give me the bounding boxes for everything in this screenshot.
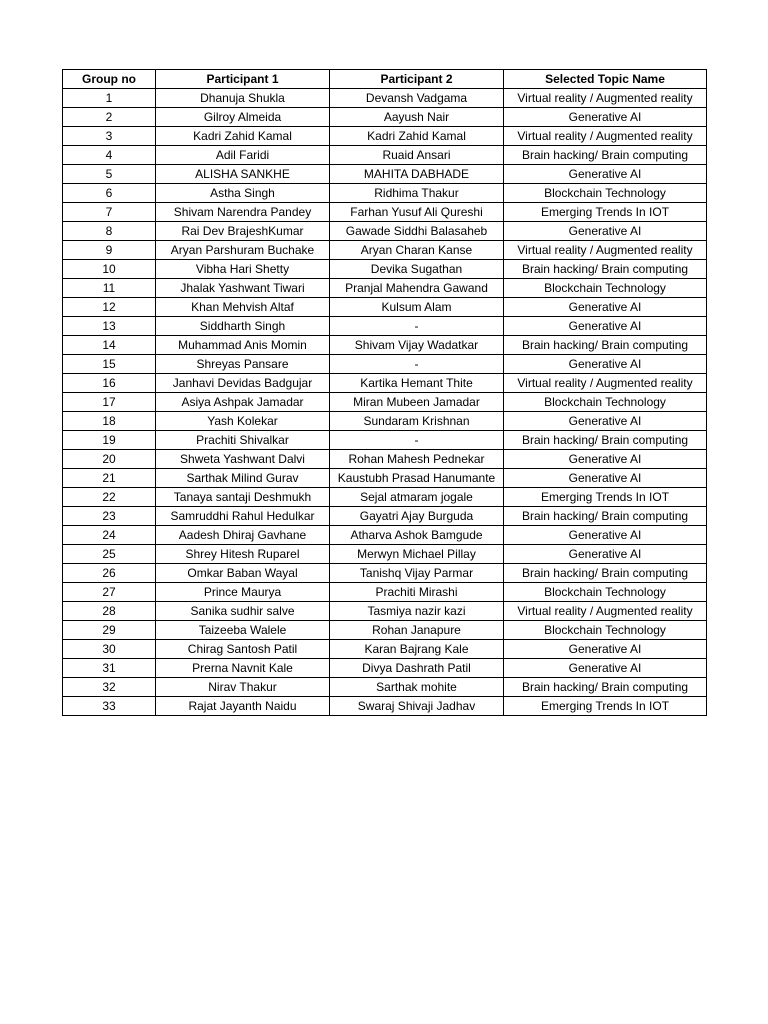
table-row xyxy=(63,89,707,108)
cell-participant-1: Taizeeba Walele xyxy=(156,621,330,640)
cell-topic-name: Generative AI xyxy=(504,317,707,336)
table-row xyxy=(63,146,707,165)
cell-topic-name: Brain hacking/ Brain computing xyxy=(504,146,707,165)
cell-participant-1: Gilroy Almeida xyxy=(156,108,330,127)
cell-participant-2: Prachiti Mirashi xyxy=(330,583,504,602)
cell-group-no: 17 xyxy=(63,393,156,412)
cell-topic-name: Blockchain Technology xyxy=(504,184,707,203)
table-row xyxy=(63,241,707,260)
table-row xyxy=(63,602,707,621)
cell-participant-2: Rohan Mahesh Pednekar xyxy=(330,450,504,469)
cell-group-no: 26 xyxy=(63,564,156,583)
table-row xyxy=(63,526,707,545)
cell-participant-2: Shivam Vijay Wadatkar xyxy=(330,336,504,355)
table-row xyxy=(63,165,707,184)
cell-participant-1: Janhavi Devidas Badgujar xyxy=(156,374,330,393)
group-topic-table xyxy=(62,69,707,716)
table-row xyxy=(63,697,707,716)
cell-participant-2: Sundaram Krishnan xyxy=(330,412,504,431)
table-row xyxy=(63,298,707,317)
cell-group-no: 27 xyxy=(63,583,156,602)
cell-participant-2: Ridhima Thakur xyxy=(330,184,504,203)
header-participant-2: Participant 2 xyxy=(330,70,504,89)
cell-participant-2: Kadri Zahid Kamal xyxy=(330,127,504,146)
cell-group-no: 10 xyxy=(63,260,156,279)
cell-participant-1: Kadri Zahid Kamal xyxy=(156,127,330,146)
table-row xyxy=(63,545,707,564)
cell-topic-name: Emerging Trends In IOT xyxy=(504,488,707,507)
cell-participant-2: Tanishq Vijay Parmar xyxy=(330,564,504,583)
cell-group-no: 5 xyxy=(63,165,156,184)
table-row xyxy=(63,222,707,241)
cell-participant-2: Gayatri Ajay Burguda xyxy=(330,507,504,526)
table-row xyxy=(63,317,707,336)
cell-participant-1: Sarthak Milind Gurav xyxy=(156,469,330,488)
cell-participant-1: Chirag Santosh Patil xyxy=(156,640,330,659)
cell-topic-name: Generative AI xyxy=(504,526,707,545)
header-topic-name: Selected Topic Name xyxy=(504,70,707,89)
cell-participant-2: Rohan Janapure xyxy=(330,621,504,640)
table-row xyxy=(63,659,707,678)
table-header xyxy=(63,70,707,89)
table-row xyxy=(63,678,707,697)
cell-participant-2: Miran Mubeen Jamadar xyxy=(330,393,504,412)
cell-participant-2: Swaraj Shivaji Jadhav xyxy=(330,697,504,716)
cell-participant-2: Pranjal Mahendra Gawand xyxy=(330,279,504,298)
cell-participant-1: ALISHA SANKHE xyxy=(156,165,330,184)
cell-group-no: 20 xyxy=(63,450,156,469)
table-row xyxy=(63,450,707,469)
table-row xyxy=(63,108,707,127)
cell-participant-2: Farhan Yusuf Ali Qureshi xyxy=(330,203,504,222)
cell-group-no: 15 xyxy=(63,355,156,374)
cell-topic-name: Generative AI xyxy=(504,298,707,317)
cell-group-no: 19 xyxy=(63,431,156,450)
document-page xyxy=(62,69,707,716)
table-row xyxy=(63,355,707,374)
cell-participant-2: Aayush Nair xyxy=(330,108,504,127)
cell-participant-1: Rajat Jayanth Naidu xyxy=(156,697,330,716)
table-row xyxy=(63,203,707,222)
cell-topic-name: Brain hacking/ Brain computing xyxy=(504,564,707,583)
table-row xyxy=(63,336,707,355)
cell-participant-1: Siddharth Singh xyxy=(156,317,330,336)
cell-topic-name: Generative AI xyxy=(504,165,707,184)
cell-participant-2: Devansh Vadgama xyxy=(330,89,504,108)
cell-participant-1: Adil Faridi xyxy=(156,146,330,165)
cell-participant-2: Tasmiya nazir kazi xyxy=(330,602,504,621)
cell-participant-2: Devika Sugathan xyxy=(330,260,504,279)
cell-topic-name: Generative AI xyxy=(504,222,707,241)
cell-topic-name: Generative AI xyxy=(504,640,707,659)
cell-group-no: 31 xyxy=(63,659,156,678)
cell-participant-1: Shivam Narendra Pandey xyxy=(156,203,330,222)
table-row xyxy=(63,488,707,507)
cell-group-no: 21 xyxy=(63,469,156,488)
cell-participant-2: Ruaid Ansari xyxy=(330,146,504,165)
cell-topic-name: Brain hacking/ Brain computing xyxy=(504,678,707,697)
cell-topic-name: Brain hacking/ Brain computing xyxy=(504,431,707,450)
cell-group-no: 24 xyxy=(63,526,156,545)
cell-group-no: 16 xyxy=(63,374,156,393)
cell-topic-name: Virtual reality / Augmented reality xyxy=(504,89,707,108)
cell-topic-name: Generative AI xyxy=(504,108,707,127)
cell-participant-2: - xyxy=(330,317,504,336)
cell-participant-1: Aadesh Dhiraj Gavhane xyxy=(156,526,330,545)
cell-topic-name: Blockchain Technology xyxy=(504,279,707,298)
cell-participant-1: Sanika sudhir salve xyxy=(156,602,330,621)
cell-group-no: 7 xyxy=(63,203,156,222)
cell-participant-1: Tanaya santaji Deshmukh xyxy=(156,488,330,507)
table-row xyxy=(63,412,707,431)
cell-group-no: 12 xyxy=(63,298,156,317)
cell-group-no: 4 xyxy=(63,146,156,165)
cell-participant-1: Khan Mehvish Altaf xyxy=(156,298,330,317)
cell-participant-1: Vibha Hari Shetty xyxy=(156,260,330,279)
cell-participant-2: Sejal atmaram jogale xyxy=(330,488,504,507)
cell-participant-2: MAHITA DABHADE xyxy=(330,165,504,184)
cell-participant-1: Shrey Hitesh Ruparel xyxy=(156,545,330,564)
table-row xyxy=(63,184,707,203)
cell-group-no: 29 xyxy=(63,621,156,640)
cell-participant-2: Merwyn Michael Pillay xyxy=(330,545,504,564)
table-row xyxy=(63,431,707,450)
header-row xyxy=(63,70,707,89)
table-row xyxy=(63,583,707,602)
cell-participant-1: Prachiti Shivalkar xyxy=(156,431,330,450)
cell-participant-1: Shreyas Pansare xyxy=(156,355,330,374)
cell-participant-1: Omkar Baban Wayal xyxy=(156,564,330,583)
cell-topic-name: Generative AI xyxy=(504,545,707,564)
cell-topic-name: Generative AI xyxy=(504,450,707,469)
cell-participant-1: Yash Kolekar xyxy=(156,412,330,431)
cell-group-no: 25 xyxy=(63,545,156,564)
cell-group-no: 2 xyxy=(63,108,156,127)
table-body xyxy=(63,89,707,716)
cell-group-no: 9 xyxy=(63,241,156,260)
table-row xyxy=(63,374,707,393)
cell-participant-1: Rai Dev BrajeshKumar xyxy=(156,222,330,241)
cell-group-no: 18 xyxy=(63,412,156,431)
cell-group-no: 14 xyxy=(63,336,156,355)
cell-topic-name: Generative AI xyxy=(504,469,707,488)
cell-group-no: 1 xyxy=(63,89,156,108)
cell-topic-name: Blockchain Technology xyxy=(504,393,707,412)
cell-participant-1: Astha Singh xyxy=(156,184,330,203)
cell-participant-2: Gawade Siddhi Balasaheb xyxy=(330,222,504,241)
cell-topic-name: Brain hacking/ Brain computing xyxy=(504,507,707,526)
cell-participant-1: Nirav Thakur xyxy=(156,678,330,697)
cell-group-no: 23 xyxy=(63,507,156,526)
cell-topic-name: Brain hacking/ Brain computing xyxy=(504,260,707,279)
cell-participant-1: Dhanuja Shukla xyxy=(156,89,330,108)
cell-participant-2: Atharva Ashok Bamgude xyxy=(330,526,504,545)
cell-group-no: 33 xyxy=(63,697,156,716)
table-row xyxy=(63,640,707,659)
table-row xyxy=(63,564,707,583)
cell-group-no: 13 xyxy=(63,317,156,336)
cell-topic-name: Blockchain Technology xyxy=(504,621,707,640)
cell-topic-name: Virtual reality / Augmented reality xyxy=(504,374,707,393)
cell-participant-2: Karan Bajrang Kale xyxy=(330,640,504,659)
cell-participant-2: - xyxy=(330,355,504,374)
cell-group-no: 3 xyxy=(63,127,156,146)
cell-participant-1: Prerna Navnit Kale xyxy=(156,659,330,678)
cell-topic-name: Brain hacking/ Brain computing xyxy=(504,336,707,355)
cell-topic-name: Generative AI xyxy=(504,412,707,431)
cell-participant-1: Asiya Ashpak Jamadar xyxy=(156,393,330,412)
cell-topic-name: Virtual reality / Augmented reality xyxy=(504,602,707,621)
cell-participant-2: Kaustubh Prasad Hanumante xyxy=(330,469,504,488)
cell-participant-1: Muhammad Anis Momin xyxy=(156,336,330,355)
table-row xyxy=(63,127,707,146)
cell-participant-1: Prince Maurya xyxy=(156,583,330,602)
cell-participant-1: Jhalak Yashwant Tiwari xyxy=(156,279,330,298)
cell-group-no: 22 xyxy=(63,488,156,507)
table-row xyxy=(63,260,707,279)
cell-group-no: 8 xyxy=(63,222,156,241)
cell-participant-2: - xyxy=(330,431,504,450)
table-row xyxy=(63,393,707,412)
cell-group-no: 6 xyxy=(63,184,156,203)
cell-participant-2: Divya Dashrath Patil xyxy=(330,659,504,678)
cell-group-no: 32 xyxy=(63,678,156,697)
cell-group-no: 30 xyxy=(63,640,156,659)
table-row xyxy=(63,507,707,526)
cell-topic-name: Virtual reality / Augmented reality xyxy=(504,241,707,260)
cell-participant-1: Samruddhi Rahul Hedulkar xyxy=(156,507,330,526)
cell-topic-name: Virtual reality / Augmented reality xyxy=(504,127,707,146)
cell-participant-1: Shweta Yashwant Dalvi xyxy=(156,450,330,469)
table-row xyxy=(63,279,707,298)
cell-topic-name: Generative AI xyxy=(504,355,707,374)
cell-topic-name: Emerging Trends In IOT xyxy=(504,203,707,222)
header-participant-1: Participant 1 xyxy=(156,70,330,89)
cell-participant-1: Aryan Parshuram Buchake xyxy=(156,241,330,260)
cell-topic-name: Generative AI xyxy=(504,659,707,678)
table-row xyxy=(63,469,707,488)
table-row xyxy=(63,621,707,640)
cell-topic-name: Emerging Trends In IOT xyxy=(504,697,707,716)
cell-participant-2: Sarthak mohite xyxy=(330,678,504,697)
cell-group-no: 28 xyxy=(63,602,156,621)
cell-group-no: 11 xyxy=(63,279,156,298)
header-group-no: Group no xyxy=(63,70,156,89)
cell-participant-2: Aryan Charan Kanse xyxy=(330,241,504,260)
cell-topic-name: Blockchain Technology xyxy=(504,583,707,602)
cell-participant-2: Kulsum Alam xyxy=(330,298,504,317)
cell-participant-2: Kartika Hemant Thite xyxy=(330,374,504,393)
